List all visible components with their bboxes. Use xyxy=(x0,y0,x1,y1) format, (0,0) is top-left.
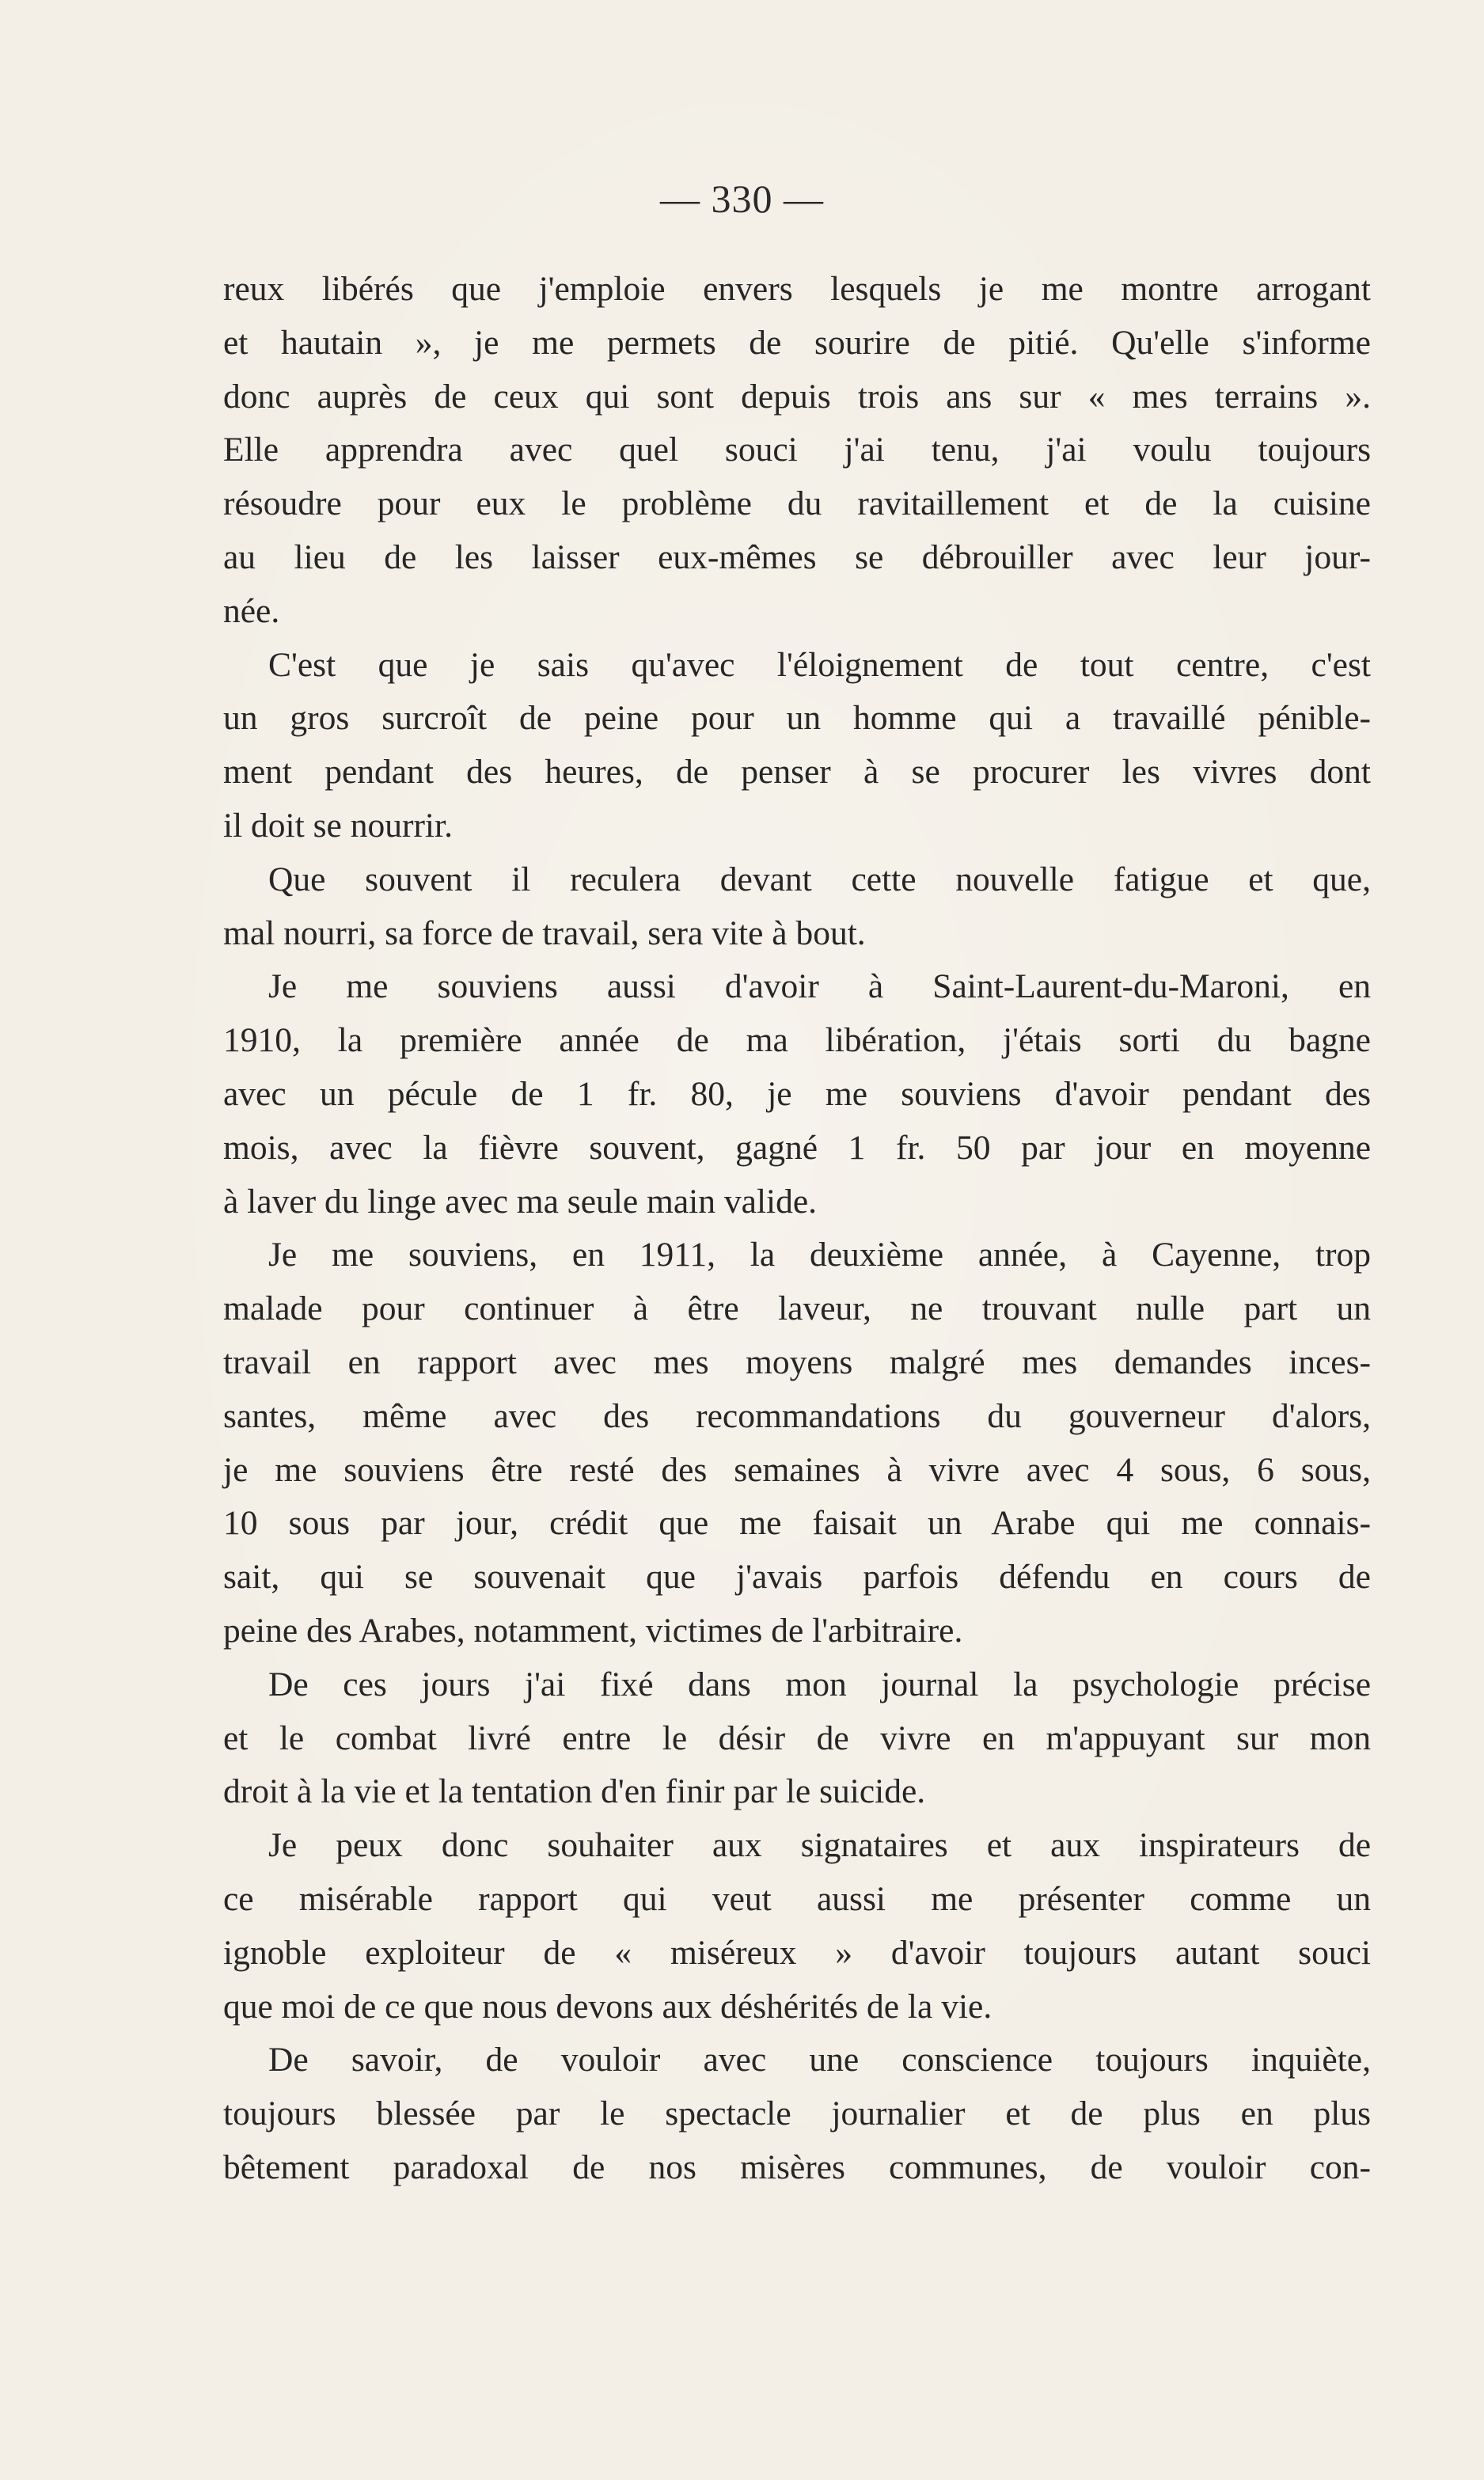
text-line: que moi de ce que nous devons aux déshérités de la vie. xyxy=(223,1987,992,2026)
paragraph xyxy=(223,2034,1371,2194)
text-line: sait, qui se souvenait que j'avais parfois défendu en cours de xyxy=(223,1558,1371,1597)
text-line: et hautain », je me permets de sourire de pitié. Qu'elle s'informe xyxy=(223,323,1371,362)
text-line: ce misérable rapport qui veut aussi me présenter comme un xyxy=(223,1879,1371,1918)
text-line: mois, avec la fièvre souvent, gagné 1 fr. 50 par jour en moyenne xyxy=(223,1128,1371,1167)
text-line: toujours blessée par le spectacle journalier et de plus en plus xyxy=(223,2095,1371,2133)
page-number: — 330 — xyxy=(660,177,824,221)
paragraph xyxy=(223,1229,1371,1658)
text-line: un gros surcroît de peine pour un homme qui a travaillé pénible- xyxy=(223,699,1371,738)
text-line: Je me souviens aussi d'avoir à Saint-Laurent-du-Maroni, en xyxy=(268,967,1371,1006)
text-line: Je me souviens, en 1911, la deuxième année, à Cayenne, trop xyxy=(268,1236,1371,1274)
text-line: bêtement paradoxal de nos misères communes, de vouloir con- xyxy=(223,2148,1371,2186)
text-line: De ces jours j'ai fixé dans mon journal la psychologie précise xyxy=(268,1665,1371,1703)
text-line: née. xyxy=(223,591,280,630)
text-line: De savoir, de vouloir avec une conscience toujours inquiète, xyxy=(268,2041,1371,2079)
paragraph xyxy=(223,1819,1371,2034)
text-line: Que souvent il reculera devant cette nouvelle fatigue et que, xyxy=(268,860,1371,898)
text-line: ment pendant des heures, de penser à se procurer les vivres dont xyxy=(223,753,1371,792)
body-text xyxy=(223,263,1371,2195)
text-line: droit à la vie et la tentation d'en finir par le suicide. xyxy=(223,1772,926,1811)
paragraph xyxy=(223,1658,1371,1819)
text-line: mal nourri, sa force de travail, sera vite à bout. xyxy=(223,913,866,952)
text-line: malade pour continuer à être laveur, ne trouvant nulle part un xyxy=(223,1289,1371,1328)
text-line: 10 sous par jour, crédit que me faisait un Arabe qui me connais- xyxy=(223,1504,1371,1543)
text-line: Elle apprendra avec quel souci j'ai tenu, j'ai voulu toujours xyxy=(223,431,1371,469)
text-line: travail en rapport avec mes moyens malgré mes demandes inces- xyxy=(223,1343,1371,1381)
text-line: 1910, la première année de ma libération, j'étais sorti du bagne xyxy=(223,1021,1371,1060)
paragraph xyxy=(223,853,1371,961)
text-line: Je peux donc souhaiter aux signataires et aux inspirateurs de xyxy=(268,1826,1371,1865)
paragraph xyxy=(223,960,1371,1229)
text-line: avec un pécule de 1 fr. 80, je me souviens d'avoir pendant des xyxy=(223,1074,1371,1113)
text-line: donc auprès de ceux qui sont depuis trois ans sur « mes terrains ». xyxy=(223,377,1371,416)
text-line: reux libérés que j'emploie envers lesquels je me montre arrogant xyxy=(223,270,1371,308)
text-line: peine des Arabes, notamment, victimes de l'arbitraire. xyxy=(223,1611,963,1650)
text-line: ignoble exploiteur de « miséreux » d'avoir toujours autant souci xyxy=(223,1933,1371,1972)
text-line: santes, même avec des recommandations du gouverneur d'alors, xyxy=(223,1396,1371,1435)
paragraph xyxy=(223,639,1371,853)
text-line: et le combat livré entre le désir de vivre en m'appuyant sur mon xyxy=(223,1719,1371,1757)
text-line: résoudre pour eux le problème du ravitaillement et de la cuisine xyxy=(223,484,1371,523)
text-line: il doit se nourrir. xyxy=(223,806,453,845)
text-line: C'est que je sais qu'avec l'éloignement de tout centre, c'est xyxy=(268,645,1371,684)
paragraph xyxy=(223,263,1371,639)
text-line: au lieu de les laisser eux-mêmes se débrouiller avec leur jour- xyxy=(223,537,1371,576)
text-line: je me souviens être resté des semaines à vivre avec 4 sous, 6 sous, xyxy=(223,1450,1371,1489)
text-line: à laver du linge avec ma seule main valide. xyxy=(223,1182,818,1221)
